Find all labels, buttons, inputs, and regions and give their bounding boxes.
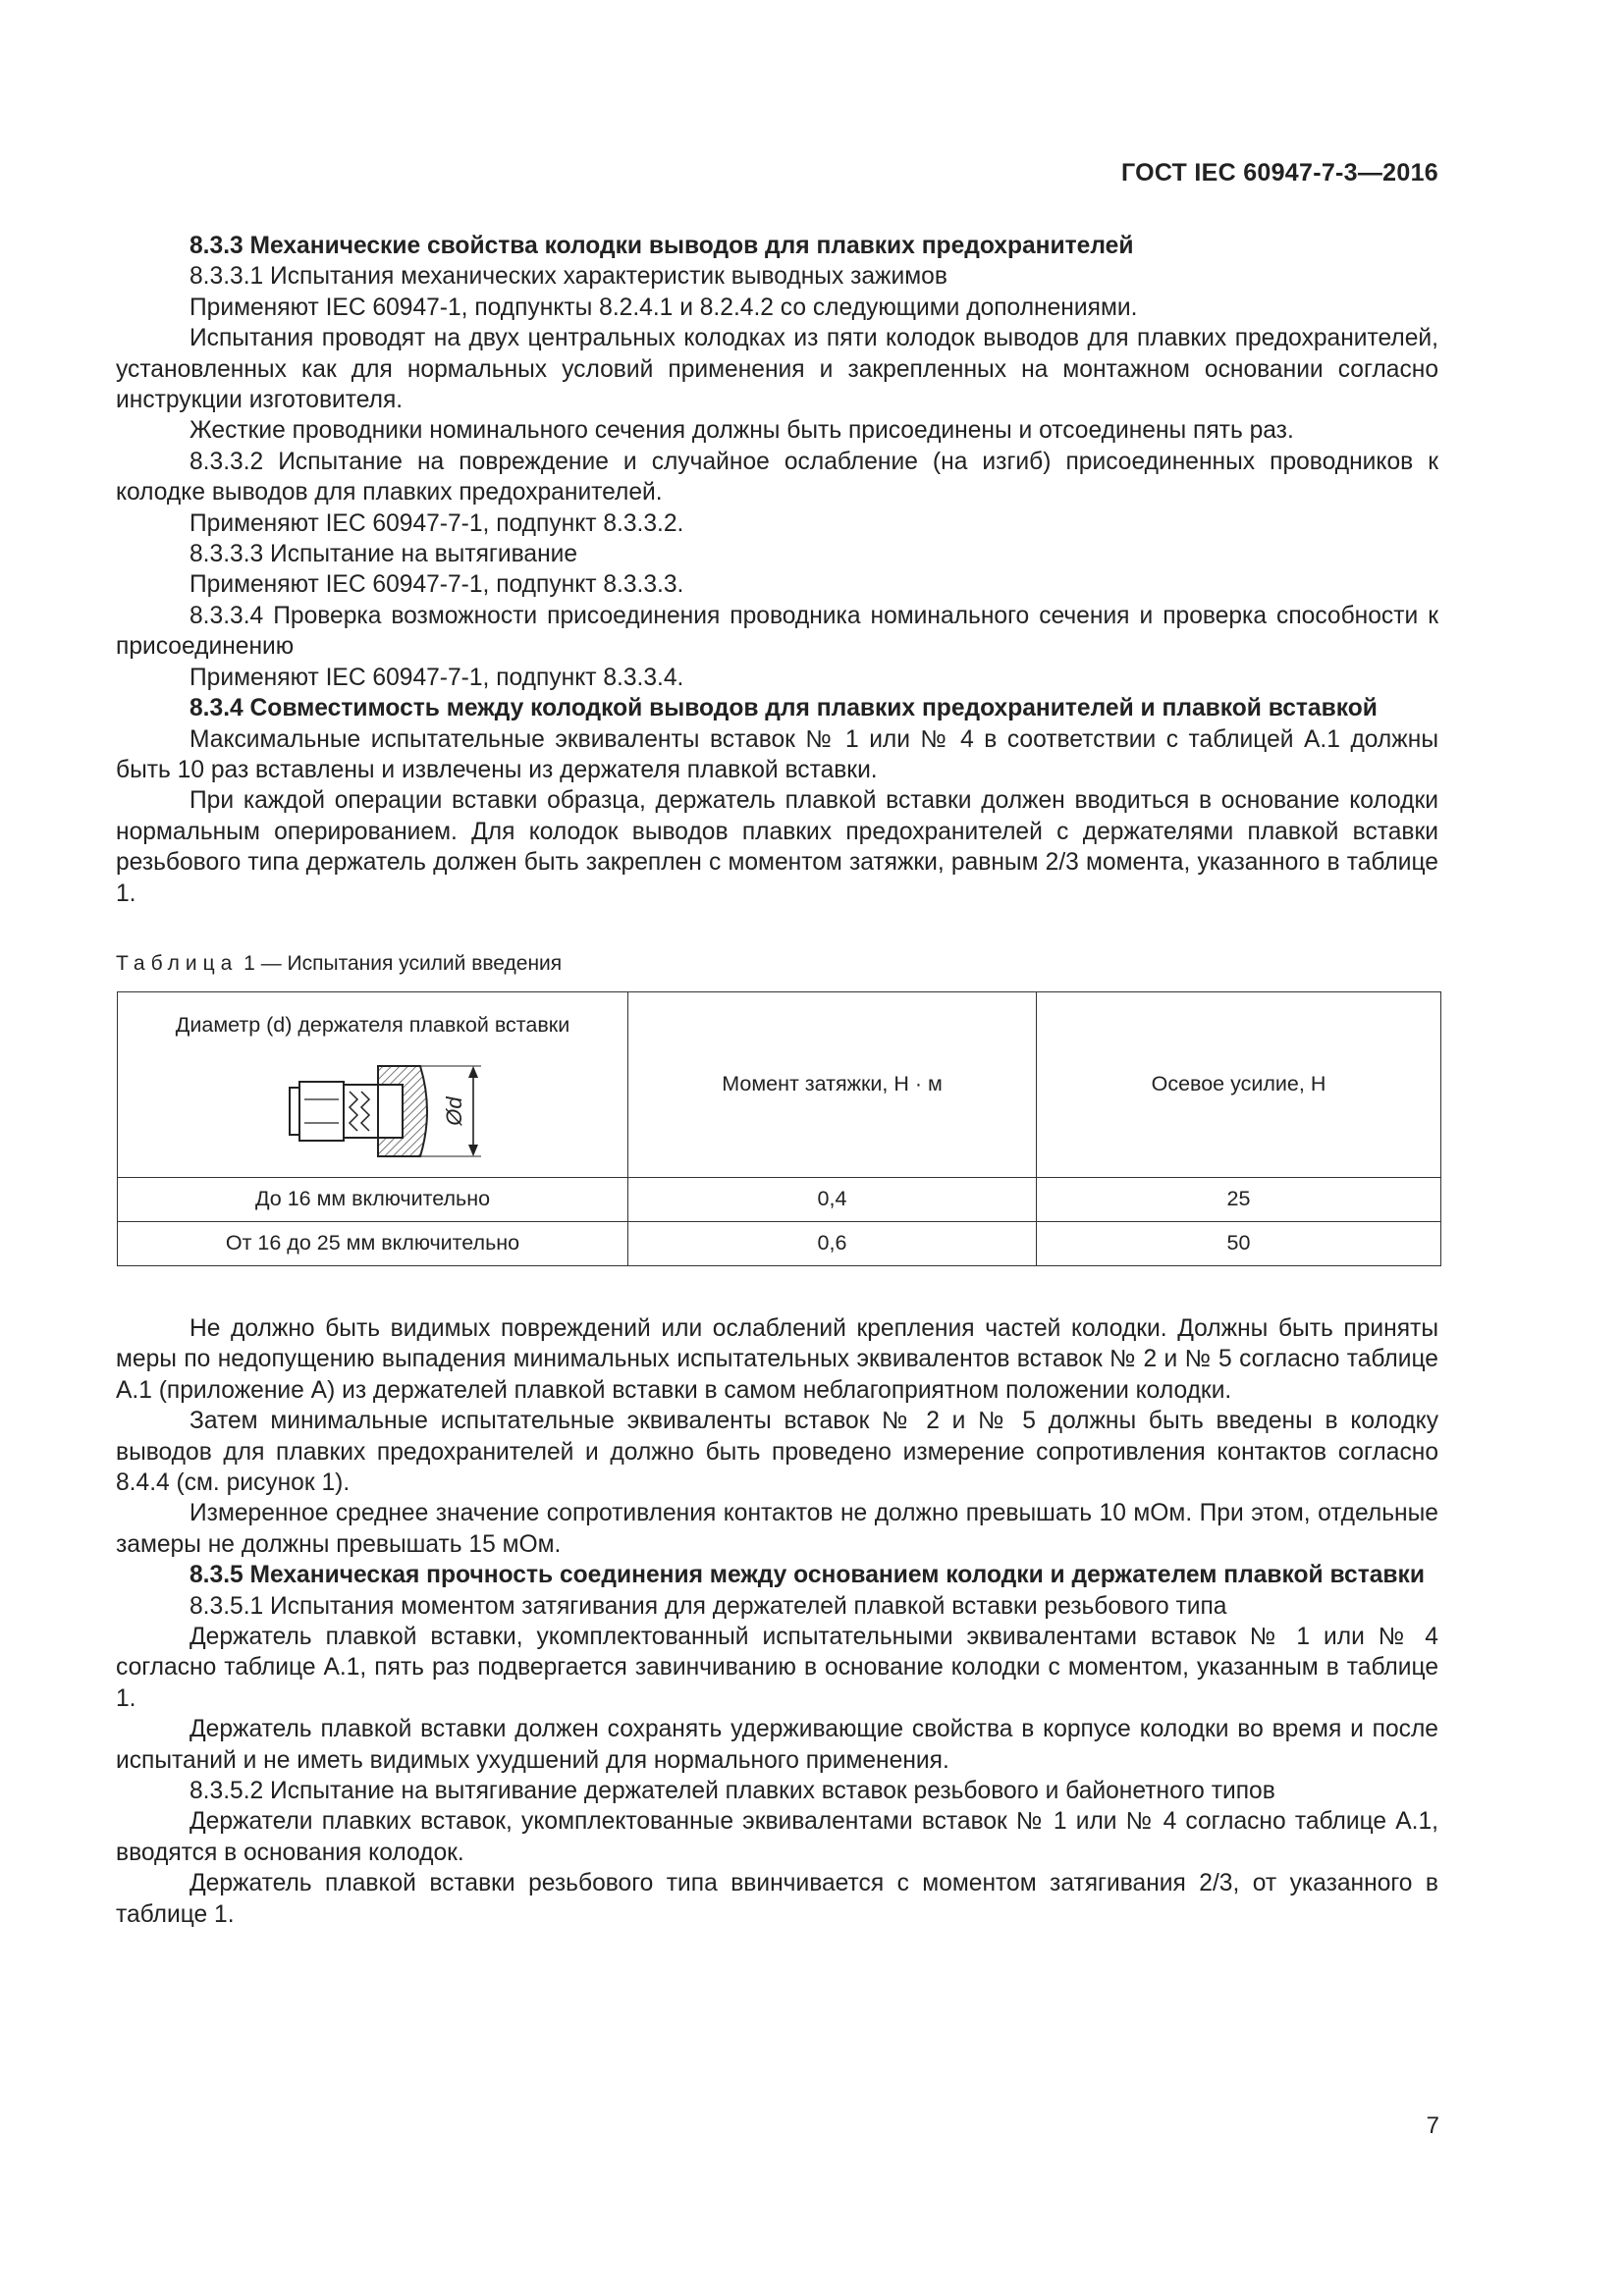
table-caption <box>116 950 1438 978</box>
paragraph: Максимальные испытательные эквиваленты вставок № 1 или № 4 в соответствии с таблицей А.1 должны быть 10 раз вставлены и извлечены из держателя плавкой вставки. <box>116 725 1438 783</box>
paragraph: Не должно быть видимых повреждений или ослаблений крепления частей колодки. Должны быть приняты меры по недопущению выпадения минимальных испытательных эквивалентов вставок № 2 и № 5 согласно таблице А.1 (приложение А) из держателей плавкой вставки в самом неблагоприятном положении колодки. <box>116 1314 1438 1404</box>
paragraph: Применяют IEC 60947-7-1, подпункт 8.3.3.3. <box>189 571 684 599</box>
table-header-row <box>118 991 1441 1177</box>
table-caption-title: 1 — Испытания усилий введения <box>238 951 563 975</box>
header-torque: Момент затяжки, Н · м <box>628 991 1037 1177</box>
header-diameter-label: Диаметр (d) держателя плавкой вставки <box>175 1012 570 1037</box>
paragraph: 8.3.5.2 Испытание на вытягивание держателей плавких вставок резьбового и байонетного типов <box>189 1778 1275 1805</box>
paragraph: Держатели плавких вставок, укомплектованные эквивалентами вставок № 1 или № 4 согласно таблице А.1, вводятся в основания колодок. <box>116 1808 1438 1866</box>
table-caption-word: Таблица <box>116 951 239 975</box>
paragraph: Держатель плавкой вставки, укомплектованный испытательными эквивалентами вставок № 1 или № 4 согласно таблице А.1, пять раз подвергается завинчиванию в основание колодки с моментом, указанным в таблице 1. <box>116 1624 1438 1712</box>
paragraph: 8.3.3.4 Проверка возможности присоединения проводника номинального сечения и проверка способности к присоединению <box>116 602 1438 661</box>
insertion-force-table <box>117 991 1441 1266</box>
paragraph: Жесткие проводники номинального сечения должны быть присоединены и отсоединены пять раз. <box>189 417 1294 445</box>
section-heading: 8.3.4 Совместимость между колодкой выводов для плавких предохранителей и плавкой вставкой <box>189 695 1378 722</box>
document-header: ГОСТ IEC 60947-7-3—2016 <box>1120 159 1438 187</box>
cell-force: 50 <box>1037 1221 1441 1265</box>
section-heading: 8.3.5 Механическая прочность соединения между основанием колодки и держателем плавкой вставки <box>189 1562 1425 1589</box>
paragraph: Применяют IEC 60947-7-1, подпункт 8.3.3.4. <box>189 664 684 691</box>
header-diameter <box>118 991 628 1177</box>
paragraph: 8.3.3.3 Испытание на вытягивание <box>189 541 578 568</box>
paragraph: Испытания проводят на двух центральных колодках из пяти колодок выводов для плавких предохранителей, установленных как для нормальных условий применения и закрепленных на монтажном основании согласно инструкции изготовителя. <box>116 325 1438 414</box>
section-heading: 8.3.3 Механические свойства колодки выводов для плавких предохранителей <box>189 233 1134 259</box>
fuse-holder-diagram <box>255 1060 491 1168</box>
paragraph: 8.3.3.2 Испытание на повреждение и случайное ослабление (на изгиб) присоединенных проводников к колодке выводов для плавких предохранителей. <box>116 448 1438 507</box>
paragraph: Затем минимальные испытательные эквиваленты вставок № 2 и № 5 должны быть введены в колодку выводов для плавких предохранителей и должно быть проведено измерение сопротивления контактов согласно 8.4.4 (см. рисунок 1). <box>116 1408 1438 1496</box>
cell-torque: 0,6 <box>628 1221 1037 1265</box>
cell-diameter: От 16 до 25 мм включительно <box>118 1221 628 1265</box>
cell-force: 25 <box>1037 1177 1441 1221</box>
paragraph: Держатель плавкой вставки резьбового типа ввинчивается с моментом затягивания 2/3, от указанного в таблице 1. <box>116 1870 1438 1928</box>
paragraph: Применяют IEC 60947-1, подпункты 8.2.4.1 и 8.2.4.2 со следующими дополнениями. <box>189 294 1138 321</box>
paragraph: Применяют IEC 60947-7-1, подпункт 8.3.3.2. <box>189 509 684 537</box>
diameter-dimension-label: Ød <box>441 1096 466 1127</box>
table-row <box>118 1221 1441 1265</box>
paragraph: 8.3.5.1 Испытания моментом затягивания для держателей плавкой вставки резьбового типа <box>189 1592 1227 1620</box>
paragraph: При каждой операции вставки образца, держатель плавкой вставки должен вводиться в основание колодки нормальным оперированием. Для колодок выводов плавких предохранителей с держателями плавкой вставки резьбового типа держатель должен быть закреплен с моментом затяжки, равным 2/3 момента, указанного в таблице 1. <box>116 787 1438 907</box>
cell-diameter: До 16 мм включительно <box>118 1177 628 1221</box>
cell-torque: 0,4 <box>628 1177 1037 1221</box>
page-number: 7 <box>1426 2112 1439 2139</box>
paragraphs-section-b <box>116 1313 1438 1930</box>
table-row <box>118 1177 1441 1221</box>
paragraph: Измеренное среднее значение сопротивления контактов не должно превышать 10 мОм. При этом, отдельные замеры не должны превышать 15 мОм. <box>116 1500 1438 1558</box>
paragraph: Держатель плавкой вставки должен сохранять удерживающие свойства в корпусе колодки во время и после испытаний и не иметь видимых ухудшений для нормального применения. <box>116 1716 1438 1774</box>
document-body <box>116 231 1438 1930</box>
paragraphs-section-a <box>116 231 1438 909</box>
header-axial-force: Осевое усилие, Н <box>1037 991 1441 1177</box>
paragraph: 8.3.3.1 Испытания механических характеристик выводных зажимов <box>189 263 947 291</box>
